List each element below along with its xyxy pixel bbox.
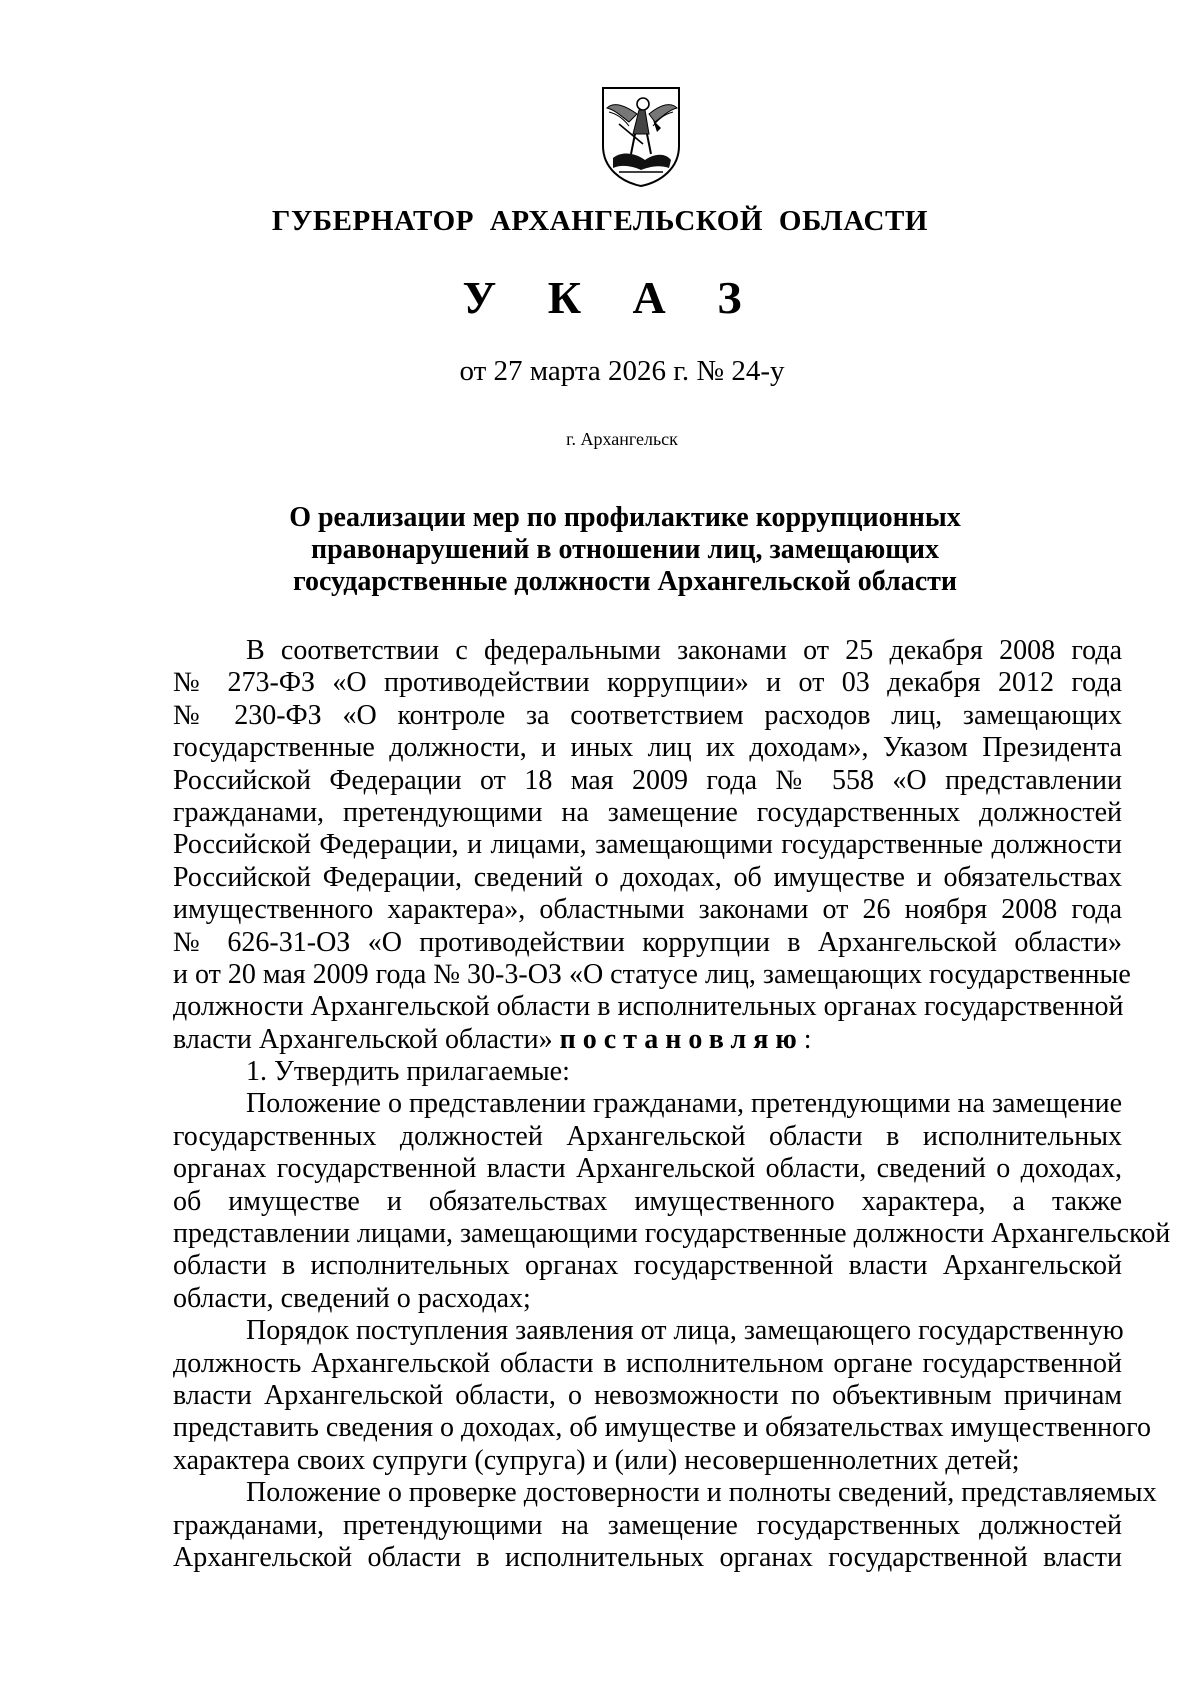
text-line: органах государственной власти Архангельской области, сведений о доходах, bbox=[173, 1153, 1122, 1185]
document-title bbox=[260, 502, 990, 598]
text-line: № 273-ФЗ «О противодействии коррупции» и от 03 декабря 2012 года bbox=[173, 667, 1122, 699]
text-line: государственные должности, и иных лиц их доходам», Указом Президента bbox=[173, 732, 1122, 764]
text-line: и от 20 мая 2009 года № 30-3-ОЗ «О статусе лиц, замещающих государственные bbox=[173, 958, 1131, 990]
text-line: власти Архангельской области, о невозможности по объективным причинам bbox=[173, 1379, 1122, 1411]
preamble-colon: : bbox=[803, 1023, 812, 1055]
text-line: Архангельской области в исполнительных органах государственной власти bbox=[173, 1541, 1122, 1573]
text-line: Положение о представлении гражданами, претендующими на замещение bbox=[246, 1088, 1122, 1120]
text-line: Российской Федерации от 18 мая 2009 года № 558 «О представлении bbox=[173, 764, 1122, 796]
arkhangelsk-coat-of-arms-icon bbox=[599, 84, 683, 188]
text-line: № 230-ФЗ «О контроле за соответствием расходов лиц, замещающих bbox=[173, 699, 1122, 731]
preamble-end-text: власти Архангельской области» bbox=[173, 1023, 553, 1055]
document-date-number: от 27 марта 2026 г. № 24-у bbox=[459, 355, 785, 387]
decree-keyword: постановляю bbox=[559, 1023, 804, 1055]
document-city: г. Архангельск bbox=[566, 429, 678, 449]
text-line: Российской Федерации, и лицами, замещающими государственные должности bbox=[173, 829, 1122, 861]
preamble-paragraph bbox=[173, 635, 1131, 1056]
text-line: должность Архангельской области в исполнительном органе государственной bbox=[173, 1347, 1122, 1379]
text-line: гражданами, претендующими на замещение государственных должностей bbox=[173, 796, 1122, 828]
text-line: об имуществе и обязательствах имущественного характера, а также bbox=[173, 1185, 1122, 1217]
text-line: представлении лицами, замещающими государственные должности Архангельской bbox=[173, 1218, 1171, 1250]
text-line: области в исполнительных органах государственной власти Архангельской bbox=[173, 1250, 1122, 1282]
text-line: Российской Федерации, сведений о доходах, об имуществе и обязательствах bbox=[173, 861, 1122, 893]
document-type: У К А З bbox=[462, 272, 762, 323]
text-line: государственных должностей Архангельской области в исполнительных bbox=[173, 1120, 1122, 1152]
text-line: Порядок поступления заявления от лица, замещающего государственную bbox=[246, 1315, 1124, 1347]
text-line: области, сведений о расходах; bbox=[173, 1282, 531, 1314]
approved-document-2 bbox=[173, 1315, 1151, 1477]
text-line: характера своих супруги (супруга) и (или) несовершеннолетних детей; bbox=[173, 1444, 1020, 1476]
title-line: правонарушений в отношении лиц, замещающих bbox=[310, 534, 940, 565]
text-line: имущественного характера», областными законами от 26 ноября 2008 года bbox=[173, 894, 1122, 926]
document-body bbox=[173, 635, 1171, 1574]
title-line: государственные должности Архангельской области bbox=[292, 566, 958, 597]
text-line: В соответствии с федеральными законами от 25 декабря 2008 года bbox=[246, 635, 1122, 666]
text-line: должности Архангельской области в исполнительных органах государственной bbox=[173, 991, 1124, 1023]
text-line bbox=[173, 1024, 1122, 1056]
text-line: гражданами, претендующими на замещение государственных должностей bbox=[173, 1509, 1122, 1541]
text-line: Положение о проверке достоверности и полноты сведений, представляемых bbox=[246, 1477, 1157, 1509]
approved-document-3 bbox=[173, 1477, 1157, 1574]
item-1-heading: 1. Утвердить прилагаемые: bbox=[246, 1056, 570, 1088]
issuing-authority: ГУБЕРНАТОР АРХАНГЕЛЬСКОЙ ОБЛАСТИ bbox=[271, 205, 929, 237]
title-line: О реализации мер по профилактике коррупционных bbox=[289, 502, 961, 533]
text-line: представить сведения о доходах, об имуществе и обязательствах имущественного bbox=[173, 1412, 1151, 1444]
text-line: № 626-31-ОЗ «О противодействии коррупции в Архангельской области» bbox=[173, 926, 1122, 958]
approved-document-1 bbox=[173, 1088, 1171, 1315]
